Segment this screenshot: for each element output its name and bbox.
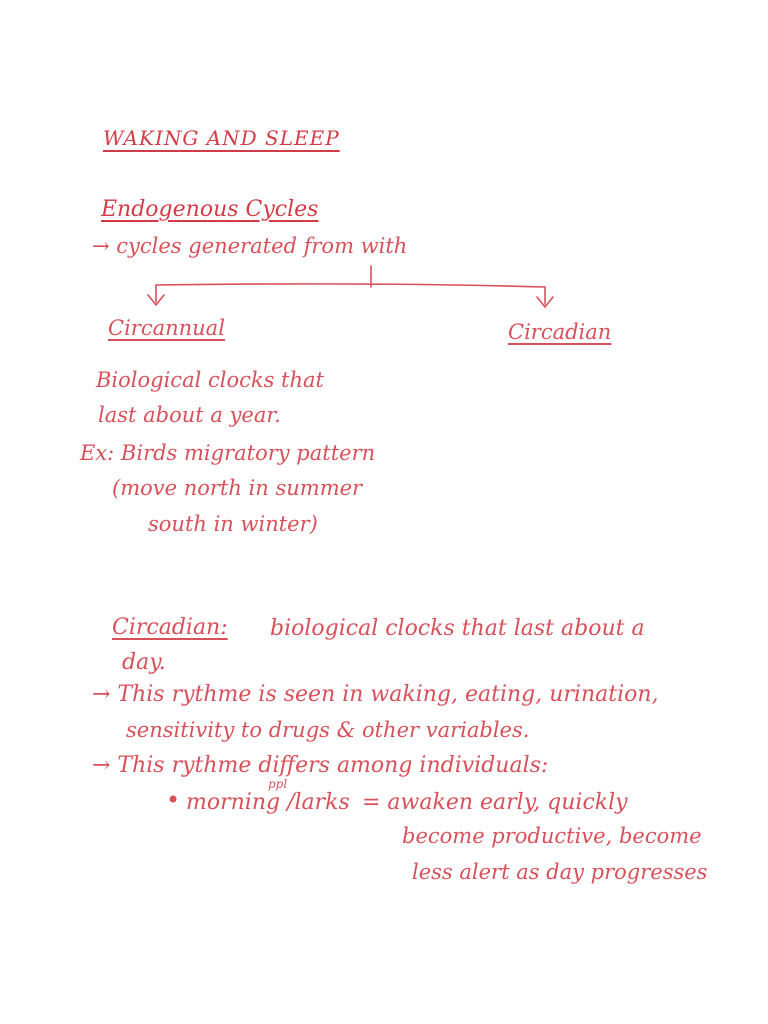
endogenous-definition: → cycles generated from with (92, 234, 408, 258)
circannual-example: Ex: Birds migratory pattern (80, 441, 376, 465)
page-title: WAKING AND SLEEP (103, 126, 340, 150)
rhythm-point-2: → This rythme differs among individuals: (92, 753, 549, 778)
branch-circadian: Circadian (508, 320, 612, 344)
circannual-note-1: Biological clocks that (96, 368, 324, 392)
bullet-definition-1: = awaken early, quickly (362, 790, 628, 815)
bullet-superscript: ppl (268, 777, 288, 791)
circannual-example-detail-2: south in winter) (148, 512, 318, 536)
bullet-definition-3: less alert as day progresses (412, 860, 708, 884)
endogenous-heading: Endogenous Cycles (101, 197, 319, 222)
branch-circannual: Circannual (108, 316, 225, 340)
bullet-dot: • (166, 786, 181, 814)
circannual-note-2: last about a year. (98, 403, 281, 427)
circadian-heading: Circadian: (112, 615, 228, 640)
rhythm-point-1-line-2: sensitivity to drugs & other variables. (126, 718, 530, 742)
bullet-definition-2: become productive, become (402, 824, 702, 848)
rhythm-point-1-line-1: → This rythme is seen in waking, eating, urination, (92, 682, 659, 707)
bullet-label: morning /larks (186, 790, 350, 815)
branch-horizontal (156, 284, 545, 287)
circadian-definition-2: day. (122, 650, 166, 675)
circannual-example-detail-1: (move north in summer (112, 476, 363, 500)
circadian-definition-1: biological clocks that last about a (270, 616, 645, 641)
